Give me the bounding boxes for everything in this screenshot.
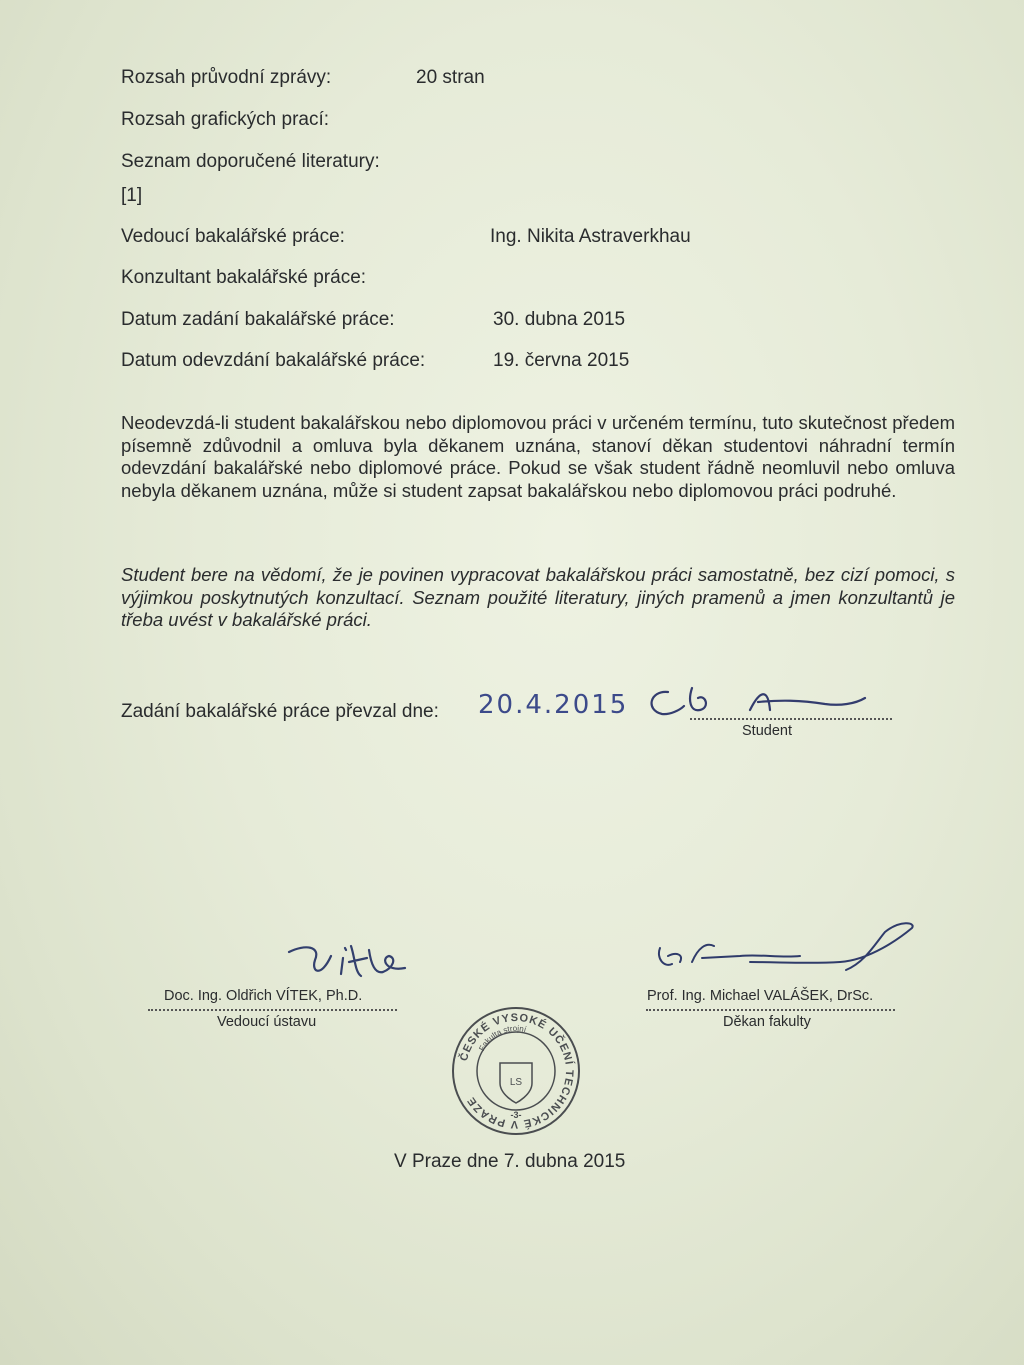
student-role-label: Student: [742, 723, 792, 739]
datum-odevzdani-label: Datum odevzdání bakalářské práce:: [121, 350, 426, 371]
literatura-item: [1]: [121, 185, 143, 206]
left-signatory-name: Doc. Ing. Oldřich VÍTEK, Ph.D.: [164, 988, 363, 1004]
stamp-number: -3-: [510, 1110, 522, 1120]
left-signatory-role: Vedoucí ústavu: [217, 1014, 317, 1030]
place-and-date: V Praze dne 7. dubna 2015: [394, 1151, 626, 1172]
official-stamp: [450, 1005, 582, 1137]
student-notice-paragraph: Student bere na vědomí, že je povinen vypracovat bakalářskou práci samostatně, bez cizí pomoci, s výjimkou poskytnutých konzultací. Seznam použité literatury, jiných pramenů a jmen konzultantů je třeba uvést v bakalářské práci.: [121, 564, 955, 630]
handwritten-receipt-date: 20.4.2015: [478, 690, 629, 720]
rules-paragraph: Neodevzdá-li student bakalářskou nebo diplomovou práci v určeném termínu, tuto skutečnost předem písemně zdůvodnil a omluva byla děkanem uznána, stanoví děkan studentovi náhradní termín odevzdání bakalářské nebo diplomové práce. Pokud se však student řádně neomluvil nebo omluva nebyla děkanem uznána, může si student zapsat bakalářskou nebo diplomovou práci podruhé.: [121, 412, 955, 501]
stamp-ring-text: ČESKÉ VYSOKÉ UČENÍ TECHNICKÉ V PRAZE: [458, 1011, 576, 1131]
student-signature-line: [690, 718, 892, 720]
right-signatory-role: Děkan fakulty: [723, 1014, 811, 1030]
rozsah-pruvodni-label: Rozsah průvodní zprávy:: [121, 67, 332, 88]
seznam-literatury-label: Seznam doporučené literatury:: [121, 151, 380, 172]
right-signatory-name: Prof. Ing. Michael VALÁŠEK, DrSc.: [647, 988, 874, 1004]
receipt-label: Zadání bakalářské práce převzal dne:: [121, 701, 439, 722]
vitek-signature: [285, 938, 415, 986]
vedouci-value: Ing. Nikita Astraverkhau: [490, 226, 691, 247]
konzultant-label: Konzultant bakalářské práce:: [121, 267, 367, 288]
rozsah-grafickych-label: Rozsah grafických prací:: [121, 109, 330, 130]
stamp-inner-text: Fakulta strojní: [477, 1023, 528, 1053]
datum-odevzdani-value: 19. června 2015: [493, 350, 630, 371]
left-signature-line: [148, 1009, 397, 1011]
rozsah-pruvodni-value: 20 stran: [416, 67, 485, 88]
right-signature-line: [646, 1009, 895, 1011]
stamp-shield-letters: LS: [509, 1077, 523, 1088]
valasek-signature: [650, 918, 920, 980]
datum-zadani-value: 30. dubna 2015: [493, 309, 626, 330]
datum-zadani-label: Datum zadání bakalářské práce:: [121, 309, 395, 330]
vedouci-label: Vedoucí bakalářské práce:: [121, 226, 345, 247]
